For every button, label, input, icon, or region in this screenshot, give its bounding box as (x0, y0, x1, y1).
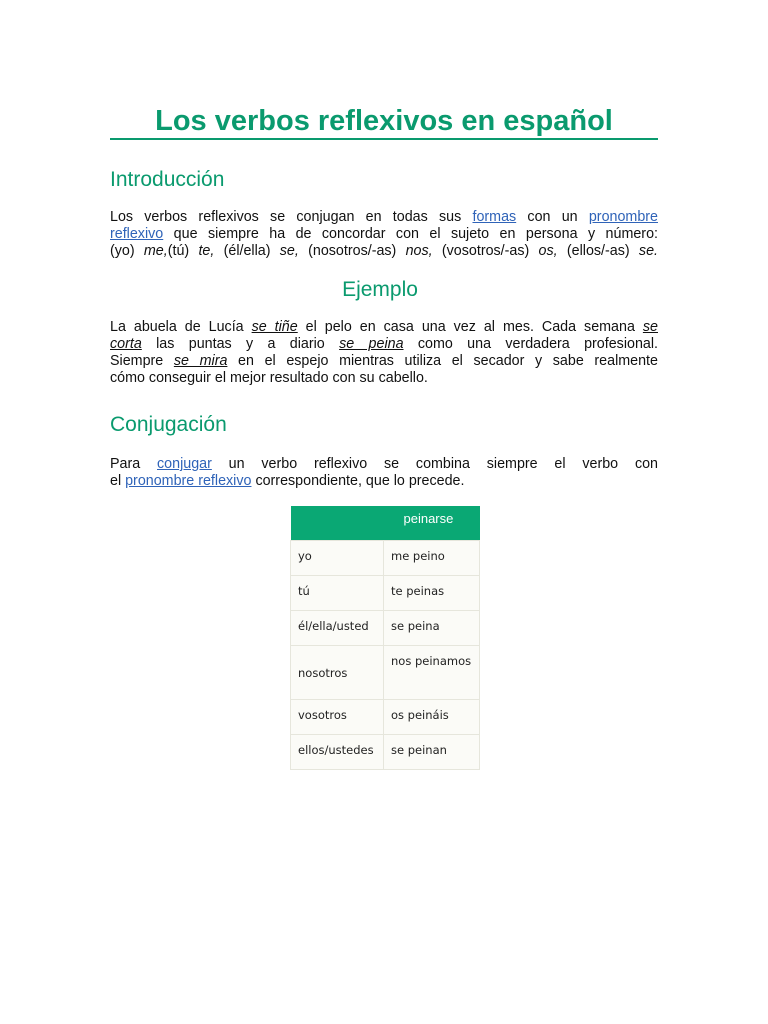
intro-text: que siempre ha de concordar con el sujeto en persona y número: (163, 226, 658, 242)
intro-text: (yo) (110, 243, 144, 259)
pronoun-cell: nosotros (291, 646, 384, 700)
intro-line-1 (110, 209, 658, 226)
pronoun-cell: ellos/ustedes (291, 735, 384, 770)
intro-text: con un (516, 209, 589, 225)
conjugation-text: un verbo reflexivo se combina siempre el verbo con (211, 456, 658, 472)
example-text: La abuela de Lucía (110, 319, 252, 335)
pronoun-cell: yo (291, 541, 384, 576)
link-formas[interactable]: formas (472, 209, 517, 225)
intro-text: (vosotros/-as) (432, 243, 539, 259)
example-text: el pelo en casa una vez al mes. Cada semana (297, 319, 643, 335)
example-text: en el espejo mientras utiliza el secador y sabe realmente (227, 353, 658, 369)
table-row (291, 576, 480, 611)
verb-form-cell: se peina (384, 611, 480, 646)
intro-text: (tú) (167, 243, 199, 259)
pronoun-example: nos, (405, 243, 433, 259)
pronoun-example: os, (538, 243, 558, 259)
verb-corta: corta (110, 336, 142, 352)
pronoun-example: te, (198, 243, 215, 259)
table-row (291, 541, 480, 576)
table-row (291, 611, 480, 646)
intro-text: Los verbos reflexivos se conjugan en todas sus (110, 209, 473, 225)
verb-se-mira: se mira (173, 353, 228, 369)
table-header-empty (291, 506, 384, 541)
intro-line-2 (110, 226, 658, 243)
example-line-1 (110, 319, 658, 336)
example-text: como una verdadera profesional. (403, 336, 658, 352)
table-header-verb: peinarse (384, 506, 480, 541)
intro-line-3 (110, 243, 658, 260)
table-row (291, 735, 480, 770)
intro-paragraph (110, 209, 658, 260)
example-text: las puntas y a diario (141, 336, 340, 352)
example-line-4: cómo conseguir el mejor resultado con su cabello. (110, 370, 428, 386)
conjugation-line-2 (110, 473, 658, 490)
verb-form-cell: me peino (384, 541, 480, 576)
title-underline (110, 138, 658, 140)
conjugation-table (290, 506, 480, 770)
verb-form-cell: se peinan (384, 735, 480, 770)
table-row (291, 646, 480, 700)
table-header-row (291, 506, 480, 541)
pronoun-example: se, (279, 243, 299, 259)
example-paragraph (110, 319, 658, 387)
intro-text: (ellos/-as) (557, 243, 639, 259)
verb-form-cell: os peináis (384, 700, 480, 735)
pronoun-example: se. (638, 243, 658, 259)
verb-se: se (642, 319, 658, 335)
verb-se-peina: se peina (339, 336, 404, 352)
example-line-2 (110, 336, 658, 353)
example-line-3 (110, 353, 658, 370)
example-text: Siempre (110, 353, 174, 369)
pronoun-cell: vosotros (291, 700, 384, 735)
page-title: Los verbos reflexivos en español (155, 105, 613, 137)
conjugation-text: el (110, 473, 126, 489)
verb-se-tine: se tiñe (251, 319, 298, 335)
link-pronombre-reflexivo[interactable]: pronombre reflexivo (125, 473, 252, 489)
pronoun-cell: tú (291, 576, 384, 611)
table-row (291, 700, 480, 735)
intro-text: (nosotros/-as) (298, 243, 406, 259)
table-body (291, 541, 480, 770)
intro-text: (él/ella) (214, 243, 280, 259)
conjugation-line-1 (110, 456, 658, 473)
link-conjugar[interactable]: conjugar (157, 456, 212, 472)
example-heading: Ejemplo (342, 278, 418, 301)
conjugation-heading: Conjugación (110, 413, 227, 436)
conjugation-text: Para (110, 456, 158, 472)
pronoun-cell: él/ella/usted (291, 611, 384, 646)
link-reflexivo[interactable]: reflexivo (110, 226, 164, 242)
intro-heading: Introducción (110, 168, 225, 191)
conjugation-paragraph (110, 456, 658, 490)
pronoun-example: me, (143, 243, 168, 259)
verb-form-cell: nos peinamos (384, 646, 480, 700)
conjugation-text: correspondiente, que lo precede. (251, 473, 465, 489)
verb-form-cell: te peinas (384, 576, 480, 611)
link-pronombre[interactable]: pronombre (588, 209, 658, 225)
